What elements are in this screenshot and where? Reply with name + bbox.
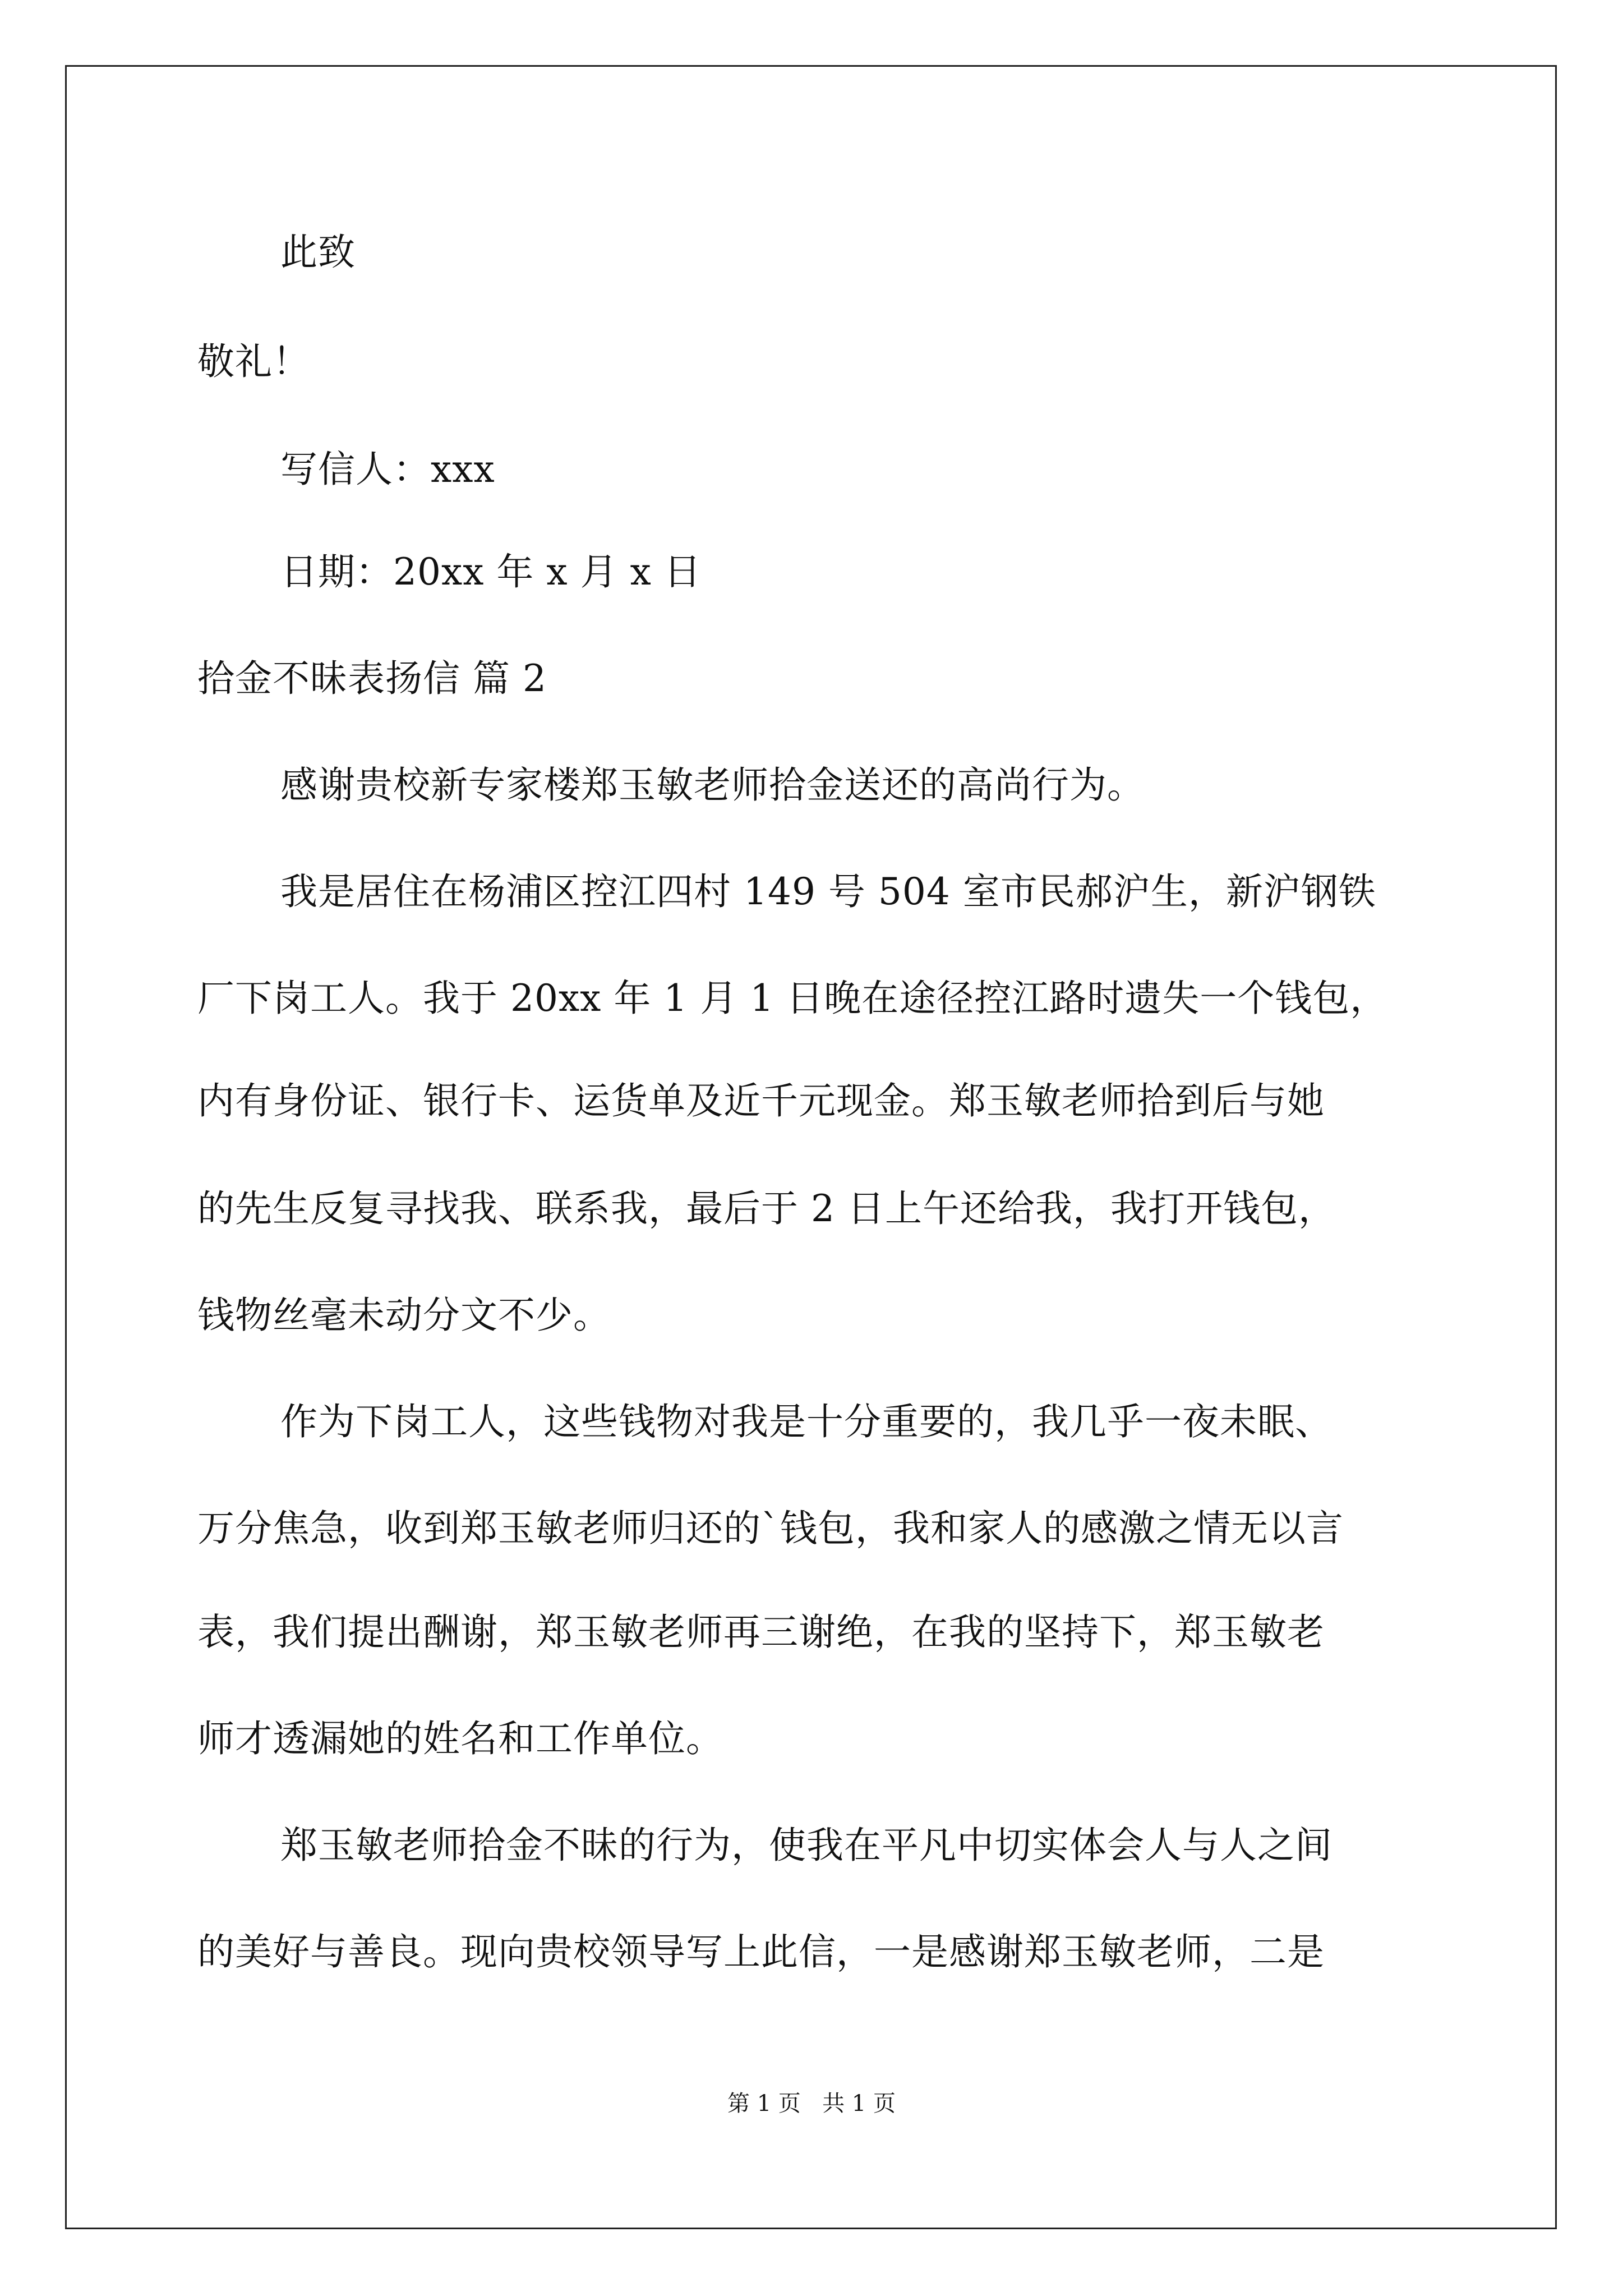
paragraph-line: 的美好与善良。现向贵校领导写上此信，一是感谢郑玉敏老师，二是 xyxy=(197,1930,1325,1973)
page-border xyxy=(65,65,1557,2229)
paragraph-line: 厂下岗工人。我于 20xx 年 1 月 1 日晚在途径控江路时遗失一个钱包， xyxy=(197,977,1388,1020)
paragraph-line: 内有身份证、银行卡、运货单及近千元现金。郑玉敏老师拾到后与她 xyxy=(197,1079,1325,1122)
paragraph-line: 作为下岗工人，这些钱物对我是十分重要的，我几乎一夜未眠、 xyxy=(280,1400,1332,1443)
paragraph-line: 师才透漏她的姓名和工作单位。 xyxy=(197,1717,723,1760)
paragraph-line: 感谢贵校新专家楼郑玉敏老师拾金送还的高尚行为。 xyxy=(280,763,1145,807)
paragraph-line: 万分焦急，收到郑玉敏老师归还的`钱包，我和家人的感激之情无以言 xyxy=(197,1507,1344,1550)
closing-line: 此致 xyxy=(280,231,356,274)
paragraph-line: 钱物丝毫未动分文不少。 xyxy=(197,1294,611,1337)
paragraph-line: 郑玉敏老师拾金不昧的行为，使我在平凡中切实体会人与人之间 xyxy=(280,1824,1332,1867)
page-footer: 第 1 页 共 1 页 xyxy=(727,2091,896,2116)
paragraph-line: 的先生反复寻找我、联系我，最后于 2 日上午还给我，我打开钱包， xyxy=(197,1187,1336,1230)
paragraph-line: 表，我们提出酬谢，郑玉敏老师再三谢绝，在我的坚持下，郑玉敏老 xyxy=(197,1611,1325,1654)
writer-line: 写信人：xxx xyxy=(280,448,495,491)
paragraph-line: 我是居住在杨浦区控江四村 149 号 504 室市民郝沪生，新沪钢铁 xyxy=(280,870,1376,913)
section-title: 拾金不昧表扬信 篇 2 xyxy=(197,657,547,700)
salute-line: 敬礼！ xyxy=(197,340,310,383)
date-line: 日期：20xx 年 x 月 x 日 xyxy=(280,550,702,593)
